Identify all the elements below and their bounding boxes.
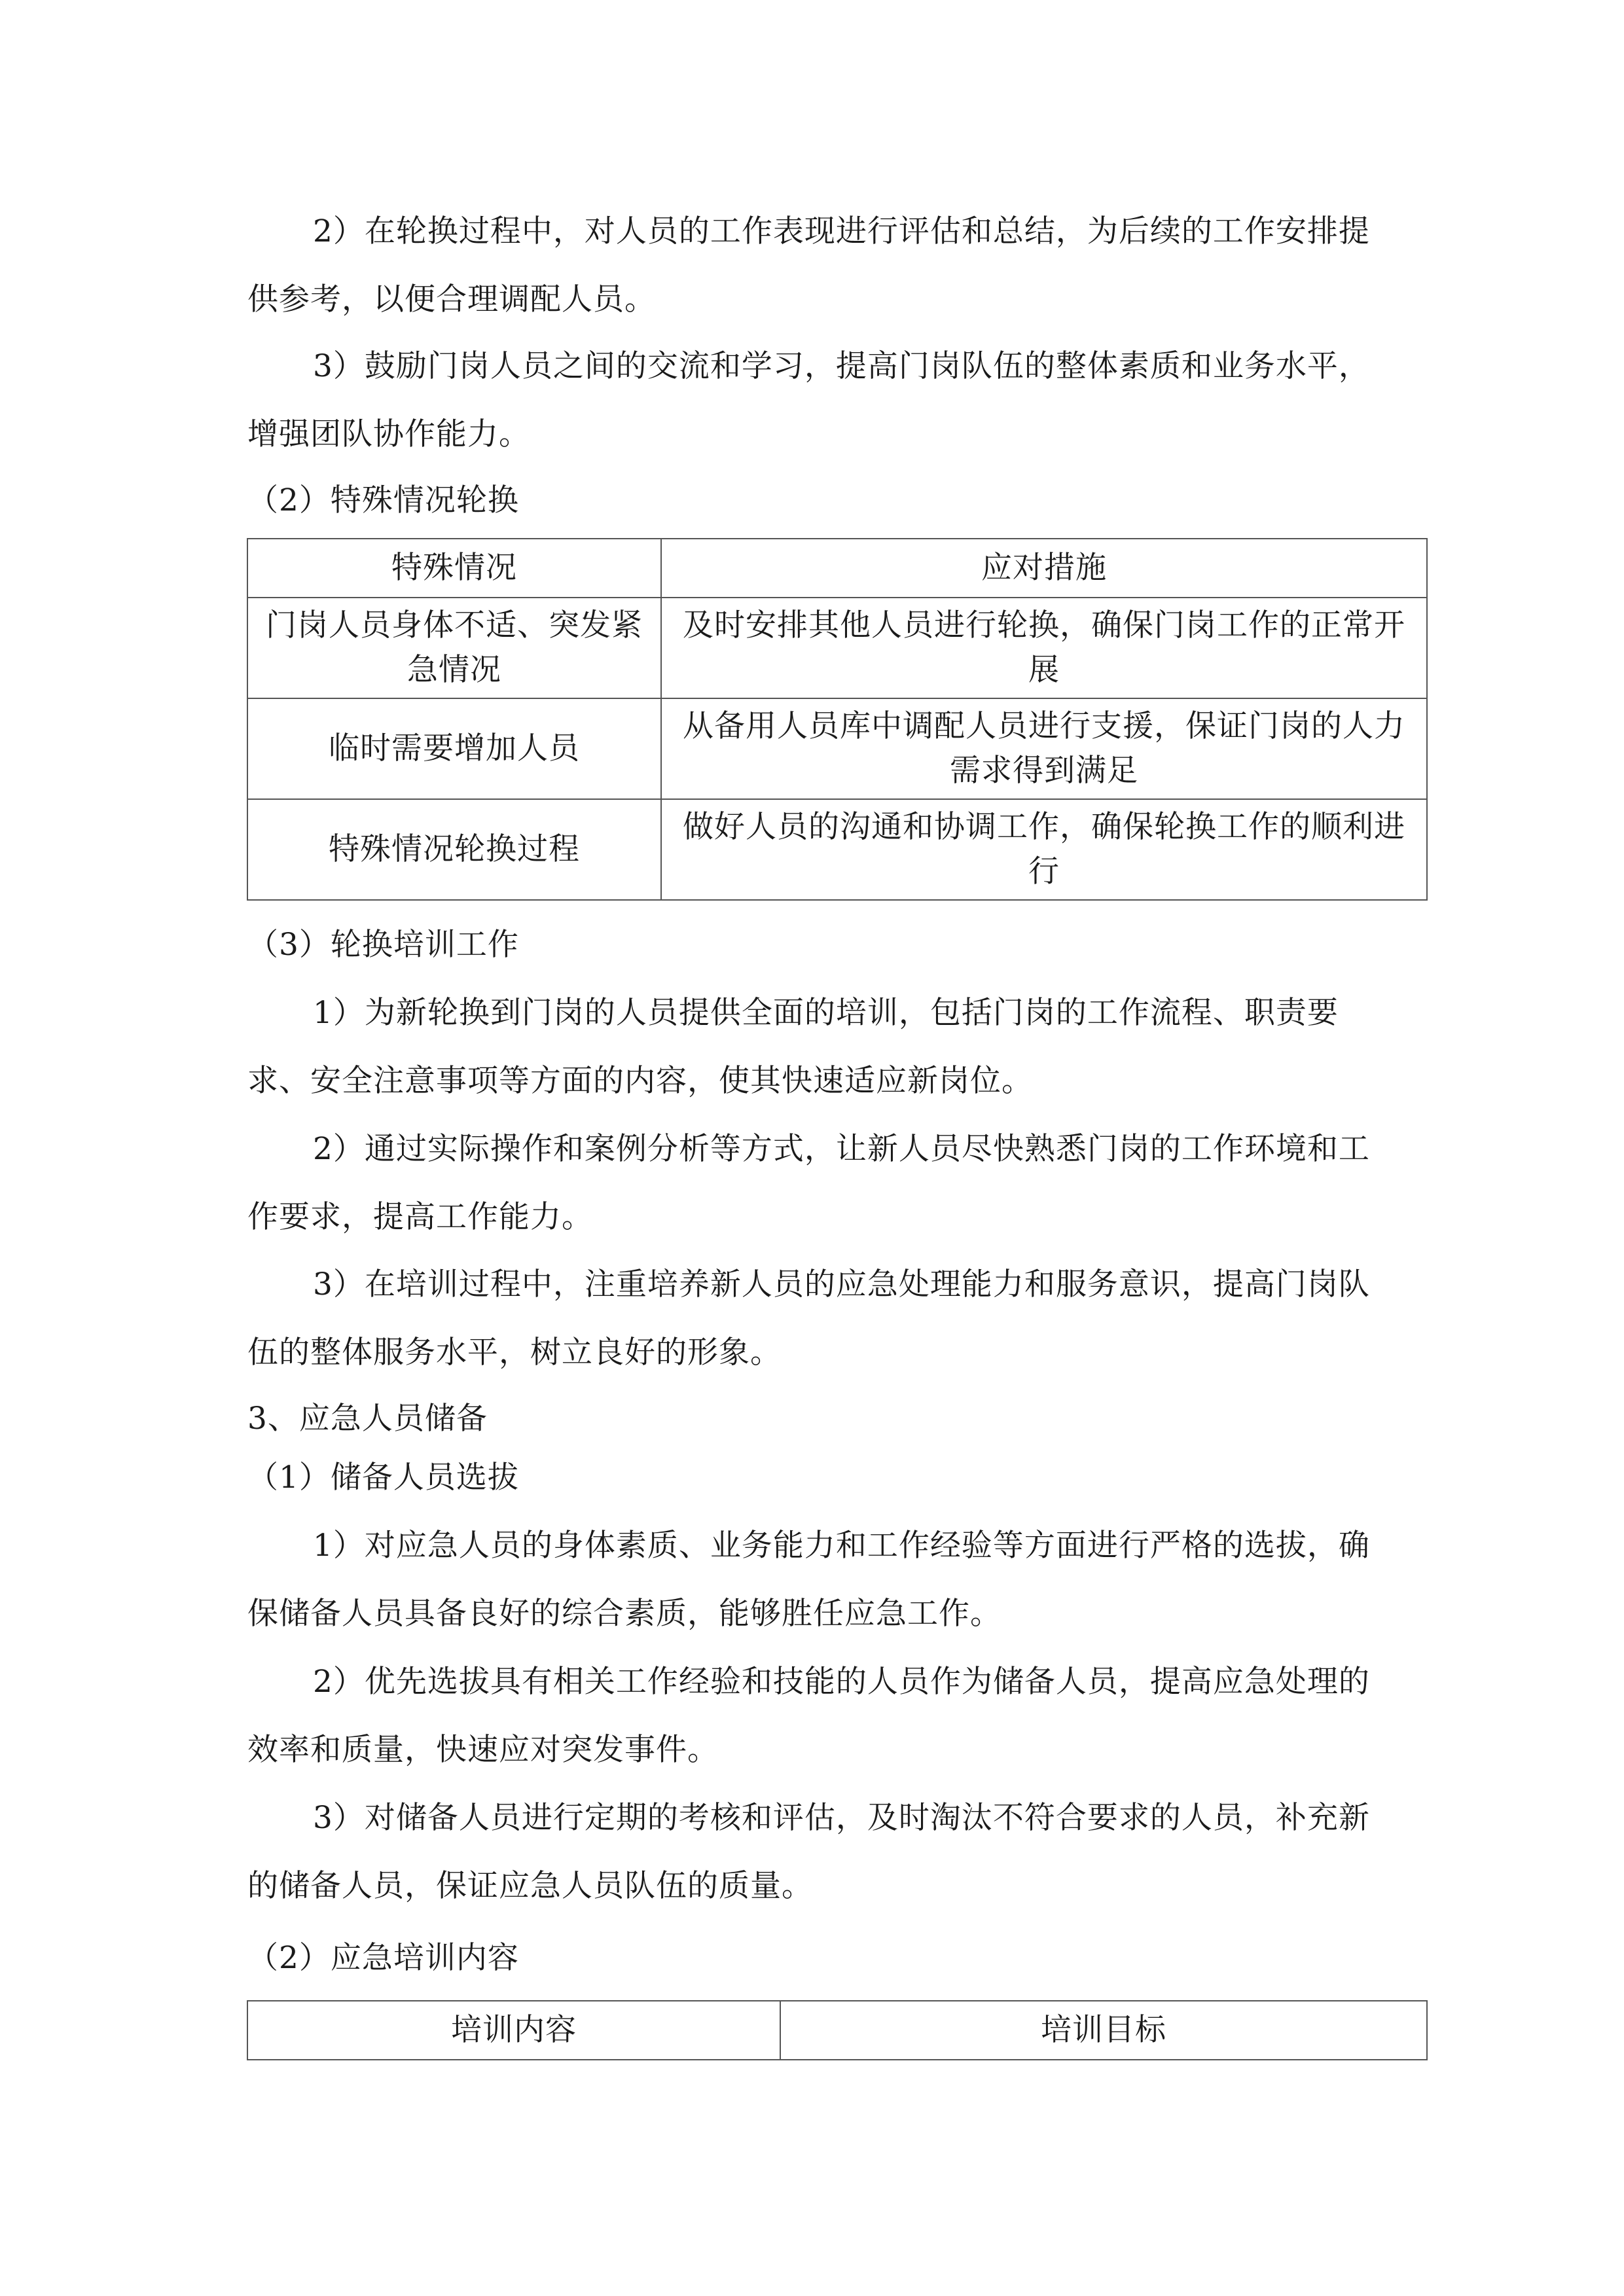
paragraph-selection-2: 2）优先选拔具有相关工作经验和技能的人员作为储备人员，提高应急处理的效率和质量，快速应对突发事件。 [247, 1664, 1370, 1768]
special-rotation-table [247, 538, 1428, 901]
header-cell: 应对措施 [661, 539, 1427, 598]
paragraph-evaluation: 2）在轮换过程中，对人员的工作表现进行评估和总结，为后续的工作安排提供参考，以便合理调配人员。 [247, 213, 1370, 317]
table-cell: 做好人员的沟通和协调工作，确保轮换工作的顺利进行 [661, 799, 1427, 900]
paragraph-training-3: 3）在培训过程中，注重培养新人员的应急处理能力和服务意识，提高门岗队伍的整体服务水平，树立良好的形象。 [247, 1266, 1370, 1371]
table-row [247, 799, 1427, 900]
heading-rotation-training: （3）轮换培训工作 [247, 927, 519, 963]
table-row [247, 598, 1427, 698]
paragraph-training-2: 2）通过实际操作和案例分析等方式，让新人员尽快熟悉门岗的工作环境和工作要求，提高工作能力。 [247, 1131, 1370, 1235]
heading-emergency-reserve: 3、应急人员储备 [247, 1401, 488, 1437]
table-cell: 临时需要增加人员 [247, 698, 661, 799]
table-cell: 及时安排其他人员进行轮换，确保门岗工作的正常开展 [661, 598, 1427, 698]
table-cell: 特殊情况轮换过程 [247, 799, 661, 900]
table-row [247, 698, 1427, 799]
paragraph-selection-1: 1）对应急人员的身体素质、业务能力和工作经验等方面进行严格的选拔，确保储备人员具备良好的综合素质，能够胜任应急工作。 [247, 1528, 1370, 1632]
heading-special-rotation: （2）特殊情况轮换 [247, 482, 519, 518]
header-cell: 特殊情况 [247, 539, 661, 598]
paragraph-exchange: 3）鼓励门岗人员之间的交流和学习，提高门岗队伍的整体素质和业务水平，增强团队协作能力。 [247, 348, 1370, 452]
table-header-row [247, 539, 1427, 598]
table-cell: 门岗人员身体不适、突发紧急情况 [247, 598, 661, 698]
paragraph-training-1: 1）为新轮换到门岗的人员提供全面的培训，包括门岗的工作流程、职责要求、安全注意事项等方面的内容，使其快速适应新岗位。 [247, 995, 1339, 1099]
paragraph-selection-3: 3）对储备人员进行定期的考核和评估，及时淘汰不符合要求的人员，补充新的储备人员，保证应急人员队伍的质量。 [247, 1800, 1370, 1904]
table-cell: 从备用人员库中调配人员进行支援，保证门岗的人力需求得到满足 [661, 698, 1427, 799]
heading-reserve-selection: （1）储备人员选拔 [247, 1460, 519, 1496]
header-cell: 培训目标 [780, 2001, 1427, 2060]
emergency-training-table [247, 2000, 1428, 2060]
table-header-row [247, 2001, 1427, 2060]
header-cell: 培训内容 [247, 2001, 780, 2060]
heading-emergency-training: （2）应急培训内容 [247, 1940, 519, 1976]
